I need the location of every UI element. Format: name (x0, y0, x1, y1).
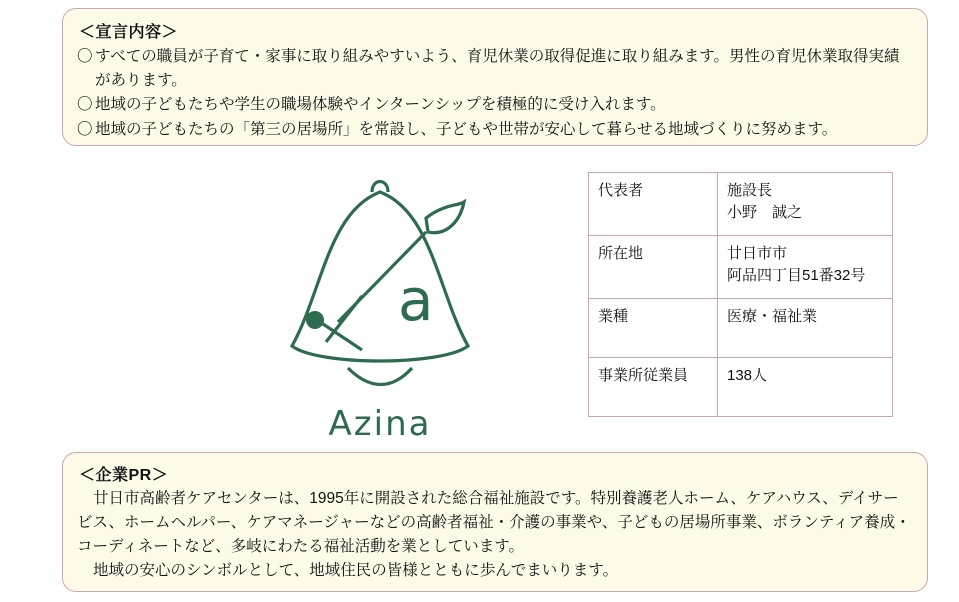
bullet-marker: 〇 (77, 120, 93, 138)
list-item (77, 45, 913, 92)
list-item (77, 118, 913, 142)
company-logo (215, 160, 545, 445)
row-value-line: 廿日市市 (727, 245, 788, 262)
row-value (718, 173, 893, 236)
table-row (589, 358, 893, 417)
table-row (589, 236, 893, 299)
row-value-line: 施設長 (727, 182, 773, 199)
row-label: 代表者 (589, 173, 718, 236)
declaration-item-text: すべての職員が子育て・家事に取り組みやすいよう、育児休業の取得促進に取り組みます。男性の育児休業取得実績があります。 (95, 48, 900, 89)
logo-letter: a (398, 266, 434, 334)
declaration-title: ＜宣言内容＞ (79, 24, 179, 41)
row-value (718, 358, 893, 417)
bullet-marker: 〇 (77, 48, 93, 65)
table-row (589, 173, 893, 236)
declaration-list (77, 45, 913, 141)
bell-logo-icon (215, 160, 545, 410)
row-label: 所在地 (589, 236, 718, 299)
company-info-table (588, 172, 893, 417)
pr-paragraph: 地域の安心のシンボルとして、地域住民の皆様とともに歩んでまいります。 (93, 562, 619, 580)
pr-paragraph: 廿日市高齢者ケアセンターは、1995年に開設された総合福祉施設です。特別養護老人ホーム、ケアハウス、デイサービス、ホームヘルパー、ケアマネージャーなどの高齢者福祉・介護の事業や、子どもの居場所事業、ボランティア養成・コーディネートなど、多岐にわたる福祉活動を業としています。 (77, 490, 911, 556)
row-value-line: 阿品四丁目51番32号 (727, 266, 866, 284)
row-value-line: 小野 誠之 (727, 203, 803, 221)
row-value (718, 299, 893, 358)
row-value-line: 医療・福祉業 (727, 308, 818, 325)
list-item (77, 93, 913, 117)
table-row (589, 299, 893, 358)
pr-title: ＜企業PR＞ (79, 467, 169, 484)
row-label: 事業所従業員 (589, 358, 718, 417)
row-value (718, 236, 893, 299)
declaration-item-text: 地域の子どもたちや学生の職場体験やインターンシップを積極的に受け入れます。 (95, 96, 666, 114)
declaration-box (62, 8, 928, 146)
bullet-marker: 〇 (77, 96, 93, 114)
row-value-line: 138人 (727, 367, 768, 384)
logo-wordmark: Azina (328, 404, 432, 444)
declaration-item-text: 地域の子どもたちの「第三の居場所」を常設し、子どもや世帯が安心して暮らせる地域づくりに努めます。 (95, 120, 838, 138)
row-label: 業種 (589, 299, 718, 358)
company-pr-box (62, 452, 928, 592)
